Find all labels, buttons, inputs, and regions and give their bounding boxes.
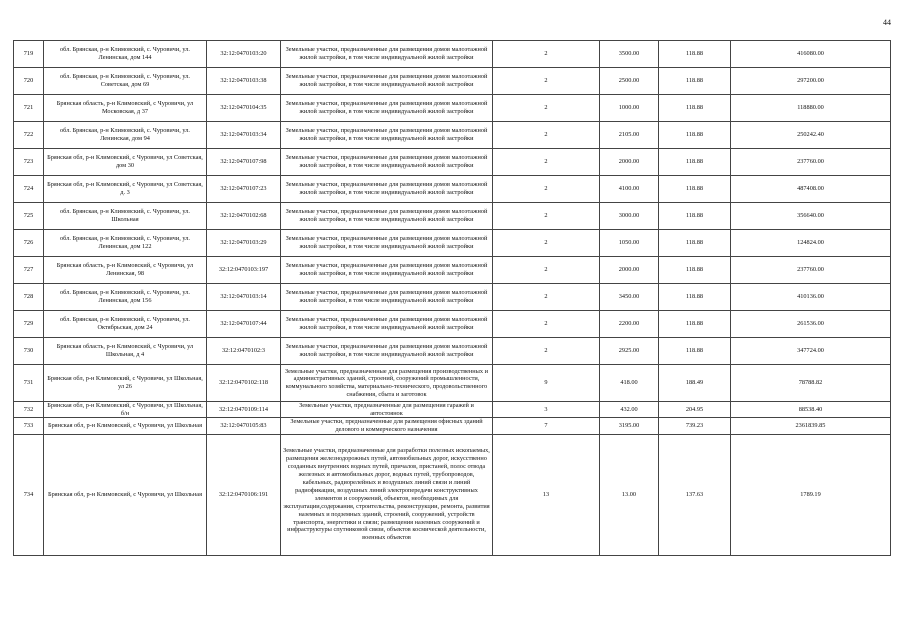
table-row: [14, 284, 891, 311]
group-cell: 2: [493, 41, 600, 68]
row-number: 722: [14, 122, 44, 149]
cadastral-value-cell: 416080.00: [731, 41, 891, 68]
permitted-use-cell: Земельные участки, предназначенные для размещения домов малоэтажной жилой застройки, в том числе индивидуальной жилой застройки: [281, 338, 493, 365]
cadastral-number-cell: 32:12:0470107:44: [207, 311, 281, 338]
row-number: 721: [14, 95, 44, 122]
cadastral-number-cell: 32:12:0470103:34: [207, 122, 281, 149]
specific-value-cell: 739.23: [659, 418, 731, 434]
table-row: [14, 338, 891, 365]
address-cell: обл. Брянская, р-н Климовский, с. Чуровичи, ул. Школьная: [44, 203, 207, 230]
group-cell: 13: [493, 434, 600, 555]
cadastral-value-cell: 237760.00: [731, 257, 891, 284]
permitted-use-cell: Земельные участки, предназначенные для размещения домов малоэтажной жилой застройки, в том числе индивидуальной жилой застройки: [281, 176, 493, 203]
address-cell: Брянская обл, р-н Климовский, с Чуровичи, ул Школьная, б/н: [44, 402, 207, 418]
specific-value-cell: 118.88: [659, 311, 731, 338]
address-cell: обл. Брянская, р-н Климовский, с. Чуровичи, ул. Ленинская, дом 156: [44, 284, 207, 311]
group-cell: 2: [493, 203, 600, 230]
address-cell: обл. Брянская, р-н Климовский, с. Чуровичи, ул. Ленинская, дом 144: [44, 41, 207, 68]
specific-value-cell: 118.88: [659, 149, 731, 176]
specific-value-cell: 137.63: [659, 434, 731, 555]
address-cell: обл. Брянская, р-н Климовский, с. Чуровичи, ул. Ленинская, дом 94: [44, 122, 207, 149]
table-row: [14, 230, 891, 257]
cadastral-number-cell: 32:12:0470109:114: [207, 402, 281, 418]
row-number: 731: [14, 365, 44, 402]
table-row: [14, 418, 891, 434]
specific-value-cell: 118.88: [659, 68, 731, 95]
table-row: [14, 365, 891, 402]
permitted-use-cell: Земельные участки, предназначенные для размещения домов малоэтажной жилой застройки, в том числе индивидуальной жилой застройки: [281, 230, 493, 257]
permitted-use-cell: Земельные участки, предназначенные для размещения домов малоэтажной жилой застройки, в том числе индивидуальной жилой застройки: [281, 311, 493, 338]
group-cell: 2: [493, 149, 600, 176]
cadastral-value-cell: 1789.19: [731, 434, 891, 555]
specific-value-cell: 118.88: [659, 176, 731, 203]
specific-value-cell: 118.88: [659, 41, 731, 68]
specific-value-cell: 118.88: [659, 230, 731, 257]
specific-value-cell: 118.88: [659, 338, 731, 365]
permitted-use-cell: Земельные участки, предназначенные для размещения домов малоэтажной жилой застройки, в том числе индивидуальной жилой застройки: [281, 257, 493, 284]
group-cell: 2: [493, 176, 600, 203]
specific-value-cell: 118.88: [659, 122, 731, 149]
table-row: [14, 68, 891, 95]
permitted-use-cell: Земельные участки, предназначенные для разработки полезных ископаемых, размещения железнодорожных путей, автомобильных дорог, искусственно созданных внутренних водных путей, причалов, пристаней, полос отвода железных и автомобильных дорог, водных путей, трубопроводов, кабельных, радиорелейных и воздушных линий связи и линий радиофикации, воздушных линий электропередачи конструктивных элементов и сооружений, объектов, необходимых для эксплуатации,содержания, строительства, реконструкции, ремонта, развития наземных и подземных зданий, строений, сооружений, устройств транспорта, энергетики и связи; размещения наземных сооружений и инфраструктуры спутниковой связи, объектов космической деятельности, военных объектов: [281, 434, 493, 555]
cadastral-number-cell: 32:12:0470103:20: [207, 41, 281, 68]
group-cell: 2: [493, 257, 600, 284]
area-cell: 432.00: [600, 402, 659, 418]
permitted-use-cell: Земельные участки, предназначенные для размещения домов малоэтажной жилой застройки, в том числе индивидуальной жилой застройки: [281, 203, 493, 230]
address-cell: Брянская обл, р-н Климовский, с Чуровичи, ул Школьная, ул 26: [44, 365, 207, 402]
row-number: 719: [14, 41, 44, 68]
group-cell: 9: [493, 365, 600, 402]
area-cell: 2500.00: [600, 68, 659, 95]
area-cell: 13.00: [600, 434, 659, 555]
specific-value-cell: 188.49: [659, 365, 731, 402]
specific-value-cell: 118.88: [659, 284, 731, 311]
cadastral-value-cell: 410136.00: [731, 284, 891, 311]
cadastral-number-cell: 32:12:0470102:3: [207, 338, 281, 365]
table-row: [14, 122, 891, 149]
area-cell: 2105.00: [600, 122, 659, 149]
group-cell: 2: [493, 284, 600, 311]
cadastral-value-cell: 261536.00: [731, 311, 891, 338]
address-cell: обл. Брянская, р-н Климовский, с. Чуровичи, ул. Советская, дом 69: [44, 68, 207, 95]
cadastral-number-cell: 32:12:0470103:29: [207, 230, 281, 257]
table-row: [14, 203, 891, 230]
cadastral-number-cell: 32:12:0470107:98: [207, 149, 281, 176]
table-row: [14, 41, 891, 68]
area-cell: 2000.00: [600, 257, 659, 284]
permitted-use-cell: Земельные участки, предназначенные для размещения домов малоэтажной жилой застройки, в том числе индивидуальной жилой застройки: [281, 122, 493, 149]
address-cell: Брянская обл, р-н Климовский, с Чуровичи, ул Школьная: [44, 434, 207, 555]
cadastral-value-cell: 78788.82: [731, 365, 891, 402]
table-row: [14, 95, 891, 122]
area-cell: 418.00: [600, 365, 659, 402]
cadastral-value-cell: 124824.00: [731, 230, 891, 257]
permitted-use-cell: Земельные участки, предназначенные для размещения офисных зданий делового и коммерческого назначения: [281, 418, 493, 434]
table-row: [14, 176, 891, 203]
cadastral-number-cell: 32:12:0470103:14: [207, 284, 281, 311]
cadastral-number-cell: 32:12:0470102:118: [207, 365, 281, 402]
group-cell: 2: [493, 122, 600, 149]
cadastral-value-cell: 347724.00: [731, 338, 891, 365]
row-number: 726: [14, 230, 44, 257]
address-cell: Брянская область, р-н Климовский, с Чуровичи, ул Ленинская, 98: [44, 257, 207, 284]
table-row: [14, 149, 891, 176]
cadastral-number-cell: 32:12:0470103:38: [207, 68, 281, 95]
area-cell: 3450.00: [600, 284, 659, 311]
row-number: 729: [14, 311, 44, 338]
cadastral-value-cell: 88538.40: [731, 402, 891, 418]
specific-value-cell: 118.88: [659, 95, 731, 122]
cadastral-number-cell: 32:12:0470105:83: [207, 418, 281, 434]
area-cell: 4100.00: [600, 176, 659, 203]
address-cell: Брянская область, р-н Климовский, с Чуровичи, ул Школьная, д 4: [44, 338, 207, 365]
cadastral-value-cell: 356640.00: [731, 203, 891, 230]
row-number: 725: [14, 203, 44, 230]
group-cell: 3: [493, 402, 600, 418]
cadastral-number-cell: 32:12:0470106:191: [207, 434, 281, 555]
page-number: 44: [883, 18, 891, 27]
address-cell: Брянская область, р-н Климовский, с Чуровичи, ул Московская, д 37: [44, 95, 207, 122]
row-number: 732: [14, 402, 44, 418]
address-cell: Брянская обл, р-н Климовский, с Чуровичи, ул Школьная: [44, 418, 207, 434]
row-number: 730: [14, 338, 44, 365]
group-cell: 2: [493, 230, 600, 257]
cadastral-number-cell: 32:12:0470102:68: [207, 203, 281, 230]
cadastral-number-cell: 32:12:0470104:35: [207, 95, 281, 122]
table-row: [14, 434, 891, 555]
land-plots-table: [13, 40, 891, 556]
group-cell: 2: [493, 311, 600, 338]
row-number: 724: [14, 176, 44, 203]
specific-value-cell: 204.95: [659, 402, 731, 418]
cadastral-number-cell: 32:12:0470103:197: [207, 257, 281, 284]
permitted-use-cell: Земельные участки, предназначенные для размещения домов малоэтажной жилой застройки, в том числе индивидуальной жилой застройки: [281, 149, 493, 176]
area-cell: 2000.00: [600, 149, 659, 176]
row-number: 728: [14, 284, 44, 311]
table-body: [14, 41, 891, 556]
area-cell: 2925.00: [600, 338, 659, 365]
table-row: [14, 257, 891, 284]
row-number: 720: [14, 68, 44, 95]
area-cell: 2200.00: [600, 311, 659, 338]
table-row: [14, 311, 891, 338]
area-cell: 3500.00: [600, 41, 659, 68]
cadastral-number-cell: 32:12:0470107:23: [207, 176, 281, 203]
cadastral-value-cell: 237760.00: [731, 149, 891, 176]
cadastral-value-cell: 250242.40: [731, 122, 891, 149]
row-number: 734: [14, 434, 44, 555]
group-cell: 2: [493, 338, 600, 365]
permitted-use-cell: Земельные участки, предназначенные для размещения домов малоэтажной жилой застройки, в том числе индивидуальной жилой застройки: [281, 41, 493, 68]
cadastral-value-cell: 487408.00: [731, 176, 891, 203]
area-cell: 3195.00: [600, 418, 659, 434]
group-cell: 2: [493, 68, 600, 95]
address-cell: обл. Брянская, р-н Климовский, с. Чуровичи, ул. Ленинская, дом 122: [44, 230, 207, 257]
cadastral-value-cell: 118880.00: [731, 95, 891, 122]
address-cell: обл. Брянская, р-н Климовский, с. Чуровичи, ул. Октябрьская, дом 24: [44, 311, 207, 338]
address-cell: Брянская обл, р-н Климовский, с Чуровичи, ул Советская, д. 3: [44, 176, 207, 203]
cadastral-value-cell: 2361839.85: [731, 418, 891, 434]
permitted-use-cell: Земельные участки, предназначенные для размещения домов малоэтажной жилой застройки, в том числе индивидуальной жилой застройки: [281, 284, 493, 311]
specific-value-cell: 118.88: [659, 203, 731, 230]
row-number: 733: [14, 418, 44, 434]
permitted-use-cell: Земельные участки, предназначенные для размещения домов малоэтажной жилой застройки, в том числе индивидуальной жилой застройки: [281, 68, 493, 95]
permitted-use-cell: Земельные участки, предназначенные для размещения домов малоэтажной жилой застройки, в том числе индивидуальной жилой застройки: [281, 95, 493, 122]
address-cell: Брянская обл, р-н Климовский, с Чуровичи, ул Советская, дом 30: [44, 149, 207, 176]
area-cell: 3000.00: [600, 203, 659, 230]
area-cell: 1000.00: [600, 95, 659, 122]
permitted-use-cell: Земельные участки, предназначенные для размещения производственных и административных зданий, строений, сооружений промышленности, коммунального хозяйства, материально-технического, продовольственного снабжения, сбыта и заготовок: [281, 365, 493, 402]
group-cell: 7: [493, 418, 600, 434]
row-number: 723: [14, 149, 44, 176]
row-number: 727: [14, 257, 44, 284]
area-cell: 1050.00: [600, 230, 659, 257]
permitted-use-cell: Земельные участки, предназначенные для размещения гаражей и автостоянок: [281, 402, 493, 418]
specific-value-cell: 118.88: [659, 257, 731, 284]
cadastral-value-cell: 297200.00: [731, 68, 891, 95]
table-row: [14, 402, 891, 418]
group-cell: 2: [493, 95, 600, 122]
